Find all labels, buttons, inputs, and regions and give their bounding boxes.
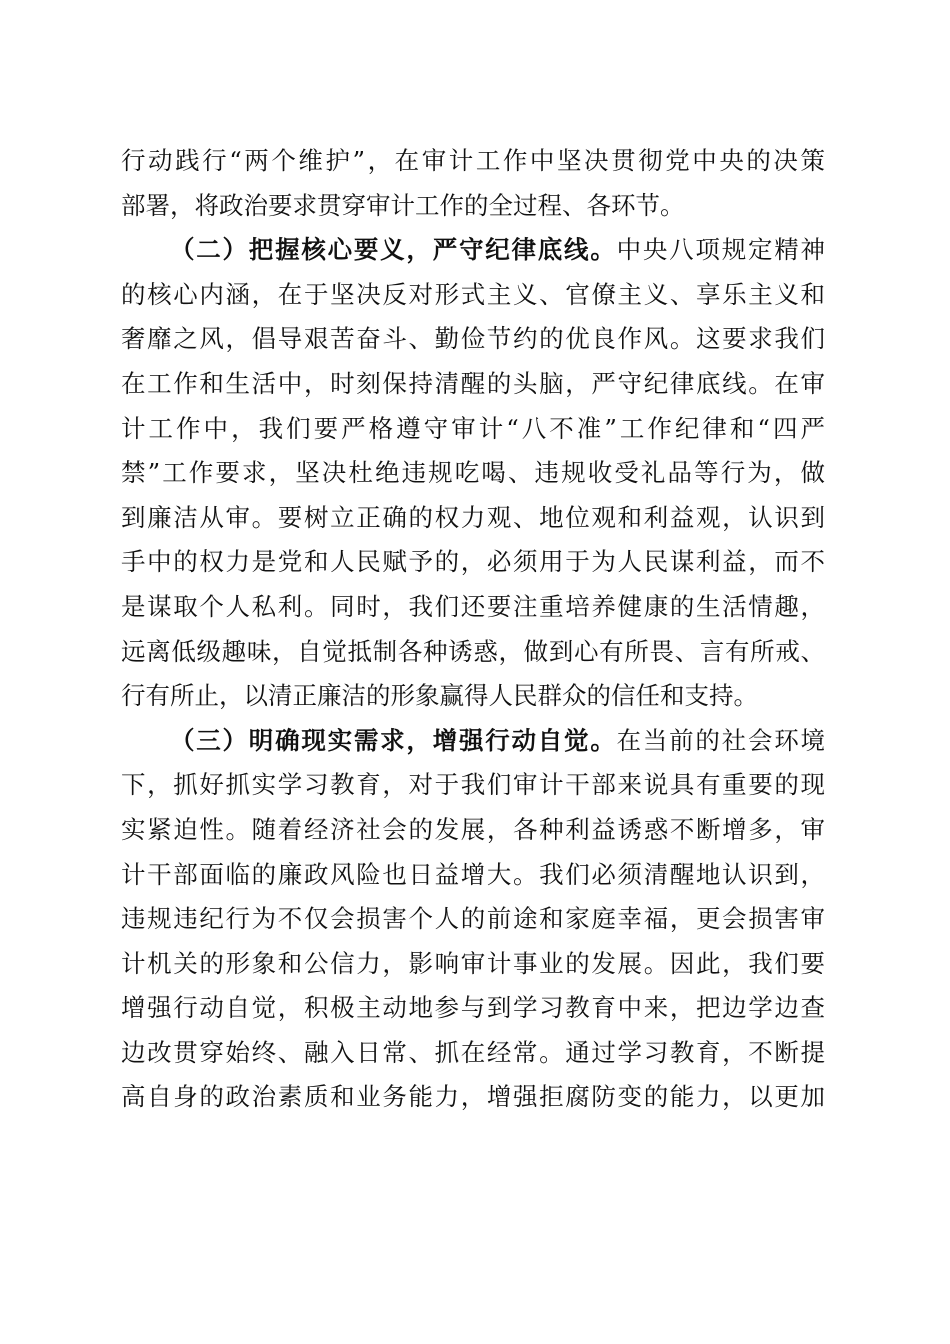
paragraph-2-line-10: 远离低级趣味，自觉抵制各种诱惑，做到心有所畏、言有所戒、 [121,636,825,666]
paragraph-2-line-4: 在工作和生活中，时刻保持清醒的头脑，严守纪律底线。在审 [121,368,825,398]
paragraph-2-line-6: 禁”工作要求，坚决杜绝违规吃喝、违规收受礼品等行为，做 [121,458,825,488]
paragraph-3-line-2: 下，抓好抓实学习教育，对于我们审计干部来说具有重要的现 [121,770,825,800]
paragraph-2-line-9: 是谋取个人私利。同时，我们还要注重培养健康的生活情趣， [121,591,825,621]
paragraph-3-heading: （三）明确现实需求，增强行动自觉。 [170,725,617,755]
paragraph-3-line-9: 高自身的政治素质和业务能力，增强拒腐防变的能力，以更加 [121,1082,825,1112]
paragraph-2-line-3: 奢靡之风，倡导艰苦奋斗、勤俭节约的优良作风。这要求我们 [121,324,825,354]
paragraph-2-line-5: 计工作中，我们要严格遵守审计“八不准”工作纪律和“四严 [121,413,825,443]
paragraph-3-line-5: 违规违纪行为不仅会损害个人的前途和家庭幸福，更会损害审 [121,904,825,934]
paragraph-3-line-4: 计干部面临的廉政风险也日益增大。我们必须清醒地认识到， [121,859,825,889]
paragraph-2-line-8: 手中的权力是党和人民赋予的，必须用于为人民谋利益，而不 [121,547,825,577]
document-body [121,139,825,1120]
paragraph-2-first-line-text: 中央八项规定精神 [616,235,826,265]
paragraph-3-line-7: 增强行动自觉，积极主动地参与到学习教育中来，把边学边查 [121,993,825,1023]
paragraph-2-line-2: 的核心内涵，在于坚决反对形式主义、官僚主义、享乐主义和 [121,279,825,309]
paragraph-1-line-1: 行动践行“两个维护”，在审计工作中坚决贯彻党中央的决策 [121,146,825,175]
paragraph-1-line-2: 部署，将政治要求贯穿审计工作的全过程、各环节。 [121,190,685,220]
paragraph-3-line-3: 实紧迫性。随着经济社会的发展，各种利益诱惑不断增多，审 [121,814,825,844]
paragraph-3-line-1 [121,719,825,764]
paragraph-3-line-8: 边改贯穿始终、融入日常、抓在经常。通过学习教育，不断提 [121,1037,825,1067]
paragraph-2-heading: （二）把握核心要义，严守纪律底线。 [170,235,617,265]
paragraph-2-line-11: 行有所止，以清正廉洁的形象赢得人民群众的信任和支持。 [121,681,758,711]
paragraph-2-line-1 [121,228,825,273]
paragraph-2-line-7: 到廉洁从审。要树立正确的权力观、地位观和利益观，认识到 [121,502,825,532]
paragraph-3-first-line-text: 在当前的社会环境 [616,725,826,755]
paragraph-3-line-6: 计机关的形象和公信力，影响审计事业的发展。因此，我们要 [121,948,825,978]
